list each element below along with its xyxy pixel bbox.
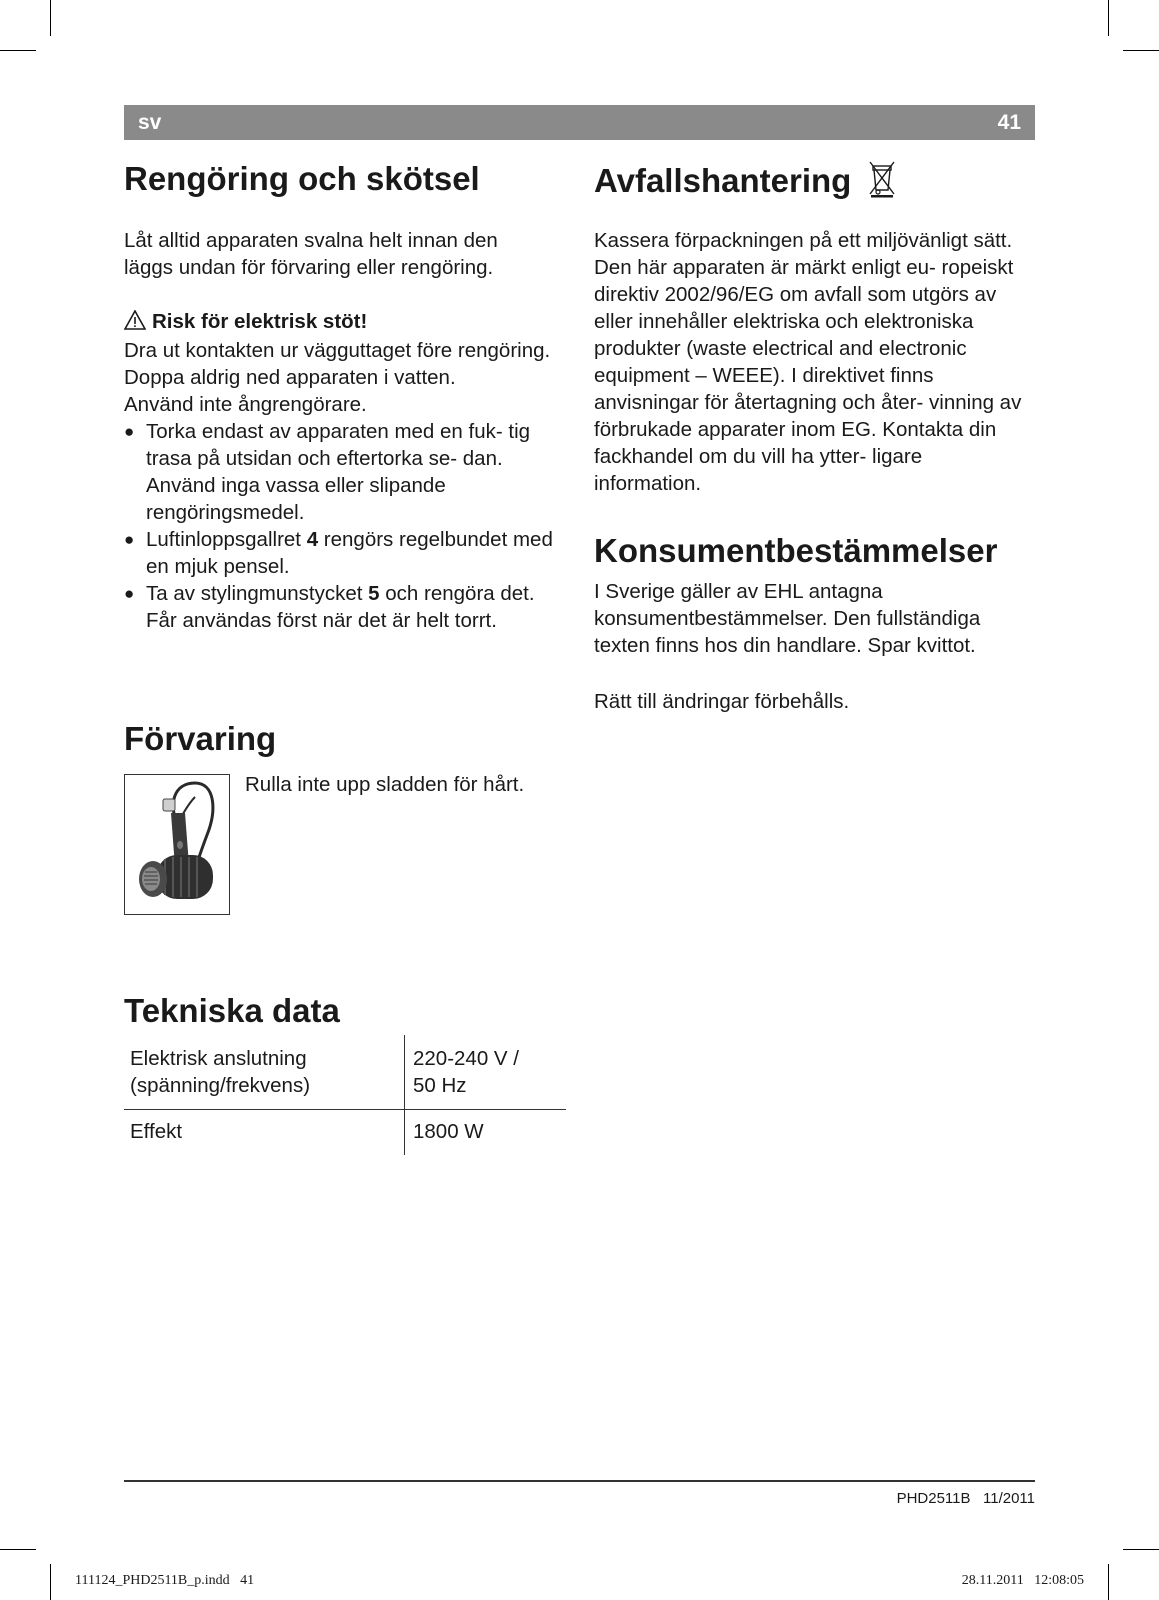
language-code: sv [138, 111, 162, 134]
table-cell [124, 1035, 405, 1110]
table-row [124, 1035, 566, 1110]
storage-title: Förvaring [124, 720, 277, 757]
cell-text: 1800 W [413, 1120, 484, 1143]
page-number: 41 [997, 111, 1021, 134]
part-number: 5 [368, 582, 380, 605]
crop-mark [50, 0, 51, 36]
cell-text: Effekt [130, 1120, 183, 1143]
crop-mark [1108, 1564, 1109, 1600]
footer-divider [124, 1480, 1035, 1482]
list-item [124, 580, 546, 634]
crop-mark [1123, 50, 1159, 51]
cell-text: 50 Hz [413, 1074, 467, 1097]
header-bar [124, 105, 1035, 140]
crop-mark [0, 50, 36, 51]
disposal-text: Kassera förpackningen på ett miljövänligt sätt. Den här apparaten är märkt enligt eu- ropeiskt direktiv 2002/96/EG om avfall som utgörs av eller innehåller elektriska och elektroniska produkter (waste electrical and electronic equipment – WEEE). I direktivet finns anvisningar för återtagning och åter- vinning av förbrukade apparater inom EG. Kontakta din fackhandel om du vill ha ytter- ligare information. [594, 229, 1022, 495]
crossed-out-wheelie-bin-icon [867, 158, 897, 206]
bullet-text: Luftinloppsgallret [146, 528, 307, 551]
table-cell [124, 1110, 405, 1156]
consumer-title: Konsumentbestämmelser [594, 532, 998, 569]
table-cell [405, 1035, 567, 1110]
crop-mark [50, 1564, 51, 1600]
cell-text: 220-240 V / [413, 1047, 519, 1070]
disposal-title-text: Avfallshantering [594, 162, 852, 199]
crop-mark [0, 1549, 36, 1550]
warning-triangle-icon [124, 310, 146, 337]
slug-right: 28.11.2011 12:08:05 [961, 1573, 1084, 1588]
crop-mark [1123, 1549, 1159, 1550]
bullet-text: Ta av stylingmunstycket [146, 582, 369, 605]
warning-title: Risk för elektrisk stöt! [152, 310, 368, 333]
bullet-text: och rengöra det. Får användas först när det är helt torrt. [146, 582, 535, 632]
bullet-text: rengörs regelbundet med en mjuk pensel. [146, 528, 553, 578]
table-row [124, 1110, 566, 1156]
slug-left: 111124_PHD2511B_p.indd 41 [75, 1573, 255, 1588]
consumer-text: I Sverige gäller av EHL antagna konsumentbestämmelser. Den fullständiga texten finns hos din handlare. Spar kvittot. [594, 580, 981, 657]
part-number: 4 [306, 528, 319, 551]
warning-line: Använd inte ångrengörare. [124, 393, 367, 416]
warning-line: Dra ut kontakten ur vägguttaget före rengöring. [124, 339, 551, 362]
tech-data-table [124, 1035, 566, 1155]
cell-text: (spänning/frekvens) [130, 1074, 311, 1097]
list-item [124, 418, 546, 526]
tech-title: Tekniska data [124, 992, 340, 1029]
disposal-title [594, 158, 897, 206]
footer-model: PHD2511B 11/2011 [896, 1490, 1035, 1507]
cleaning-bullet-list [124, 418, 554, 634]
list-item [124, 526, 566, 580]
bullet-text: Torka endast av apparaten med en fuk- tig trasa på utsidan och eftertorka se- dan. Använd inga vassa eller slipande rengöringsmedel. [146, 420, 531, 524]
cleaning-warning-block [124, 308, 554, 634]
storage-text: Rulla inte upp sladden för hårt. [245, 773, 525, 796]
cell-text: Elektrisk anslutning [130, 1047, 307, 1070]
cleaning-title: Rengöring och skötsel [124, 160, 480, 197]
warning-heading [124, 308, 554, 337]
consumer-note: Rätt till ändringar förbehålls. [594, 690, 850, 713]
crop-mark [1108, 0, 1109, 36]
warning-line: Doppa aldrig ned apparaten i vatten. [124, 366, 456, 389]
hairdryer-coiled-cord-illustration [124, 774, 230, 915]
cleaning-intro: Låt alltid apparaten svalna helt innan den läggs undan för förvaring eller rengöring. [124, 229, 498, 279]
table-cell [405, 1110, 567, 1156]
